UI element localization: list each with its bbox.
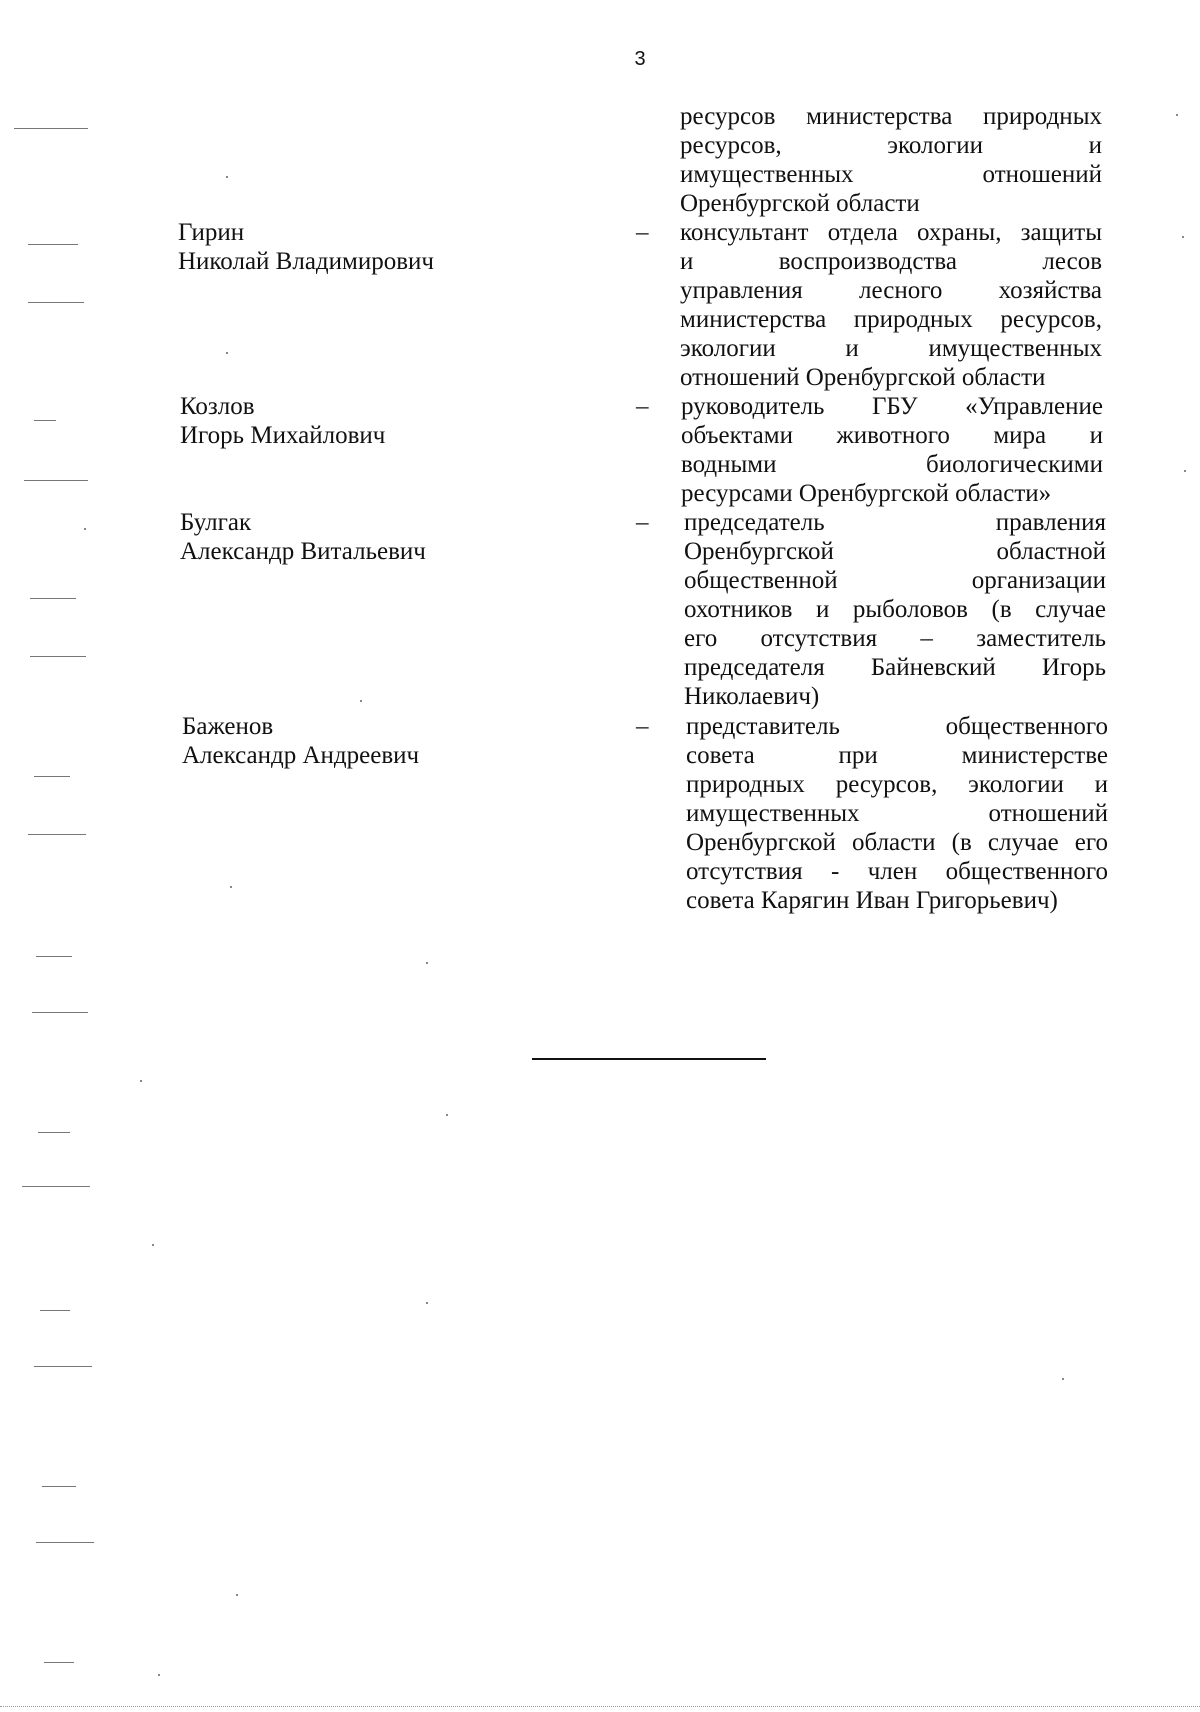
description-line: объектами животного мира и [681, 422, 1103, 449]
description-line: председатель правления [684, 509, 1106, 536]
member-surname: Баженов [182, 713, 274, 740]
description-line: ресурсов, экологии и [680, 132, 1102, 159]
description-line: и воспроизводства лесов [680, 248, 1102, 275]
scan-artifact [152, 1244, 154, 1246]
description-line: водными биологическими [681, 451, 1103, 478]
description-line: министерства природных ресурсов, [680, 306, 1102, 333]
member-position [686, 712, 1108, 915]
scan-artifact [84, 528, 86, 530]
description-line: имущественных отношений [686, 800, 1108, 827]
scan-artifact [42, 1486, 76, 1487]
scan-artifact [236, 1594, 238, 1596]
scan-artifact [30, 598, 76, 599]
description-line: управления лесного хозяйства [680, 277, 1102, 304]
scan-artifact [22, 1186, 90, 1187]
description-line: общественной организации [684, 567, 1106, 594]
description-line: Оренбургской области [680, 190, 920, 217]
scan-artifact [426, 962, 428, 964]
description-line: представитель общественного [686, 713, 1108, 740]
member-name [178, 218, 434, 276]
scan-artifact [38, 1132, 70, 1133]
scan-artifact [14, 128, 88, 129]
scan-artifact [40, 1310, 70, 1311]
scan-artifact [360, 700, 362, 702]
scan-artifact [36, 1542, 94, 1543]
scan-artifact [32, 1012, 88, 1013]
description-line: Оренбургской области (в случае его [686, 829, 1108, 856]
scan-artifact [30, 656, 86, 657]
description-line: ресурсами Оренбургской области» [681, 480, 1052, 507]
description-line: председателя Байневский Игорь [684, 654, 1106, 681]
scan-artifact [34, 776, 70, 777]
description-line: руководитель ГБУ «Управление [681, 393, 1103, 420]
scan-artifact [1176, 114, 1178, 116]
member-name [182, 712, 419, 770]
dash-separator: – [636, 393, 649, 420]
scan-artifact [28, 244, 78, 245]
scan-artifact [446, 1114, 448, 1116]
description-line: природных ресурсов, экологии и [686, 771, 1108, 798]
member-surname: Козлов [180, 393, 255, 420]
description-line: отношений Оренбургской области [680, 364, 1046, 391]
scan-artifact [36, 956, 72, 957]
description-line: охотников и рыболовов (в случае [684, 596, 1106, 623]
scan-artifact [1062, 1378, 1064, 1380]
scan-artifact [34, 1366, 92, 1367]
page-number: 3 [634, 48, 646, 70]
scan-artifact [44, 1662, 74, 1663]
description-line: совета Карягин Иван Григорьевич) [686, 887, 1058, 914]
scan-artifact [24, 480, 88, 481]
member-position [680, 218, 1102, 392]
description-line: совета при министерстве [686, 742, 1108, 769]
scan-artifact [140, 1080, 142, 1082]
scan-bottom-edge [0, 1706, 1200, 1708]
description-line: Николаевич) [684, 683, 820, 710]
member-given-name: Игорь Михайлович [180, 422, 386, 449]
scan-artifact [226, 352, 228, 354]
description-line: экологии и имущественных [680, 335, 1102, 362]
member-name [180, 392, 385, 450]
description-line: консультант отдела охраны, защиты [680, 219, 1102, 246]
description-line: ресурсов министерства природных [680, 103, 1102, 130]
member-given-name: Николай Владимирович [178, 248, 434, 275]
dash-separator: – [636, 219, 649, 246]
end-of-list-rule [532, 1058, 766, 1060]
description-line: отсутствия - член общественного [686, 858, 1108, 885]
scan-artifact [1184, 470, 1186, 472]
member-position [684, 508, 1106, 711]
scan-artifact [28, 302, 84, 303]
dash-separator: – [636, 713, 649, 740]
member-surname: Булгак [180, 509, 252, 536]
scan-artifact [230, 886, 232, 888]
scan-artifact [34, 420, 56, 421]
member-given-name: Александр Витальевич [180, 538, 426, 565]
scan-artifact [226, 176, 228, 178]
description-line: Оренбургской областной [684, 538, 1106, 565]
member-given-name: Александр Андреевич [182, 742, 420, 769]
dash-separator: – [636, 509, 649, 536]
member-name [180, 508, 426, 566]
scan-artifact [1182, 236, 1184, 238]
scan-artifact [158, 1674, 160, 1676]
scan-artifact [28, 834, 86, 835]
description-line: имущественных отношений [680, 161, 1102, 188]
continued-description [680, 102, 1102, 218]
member-position [681, 392, 1103, 508]
scan-artifact [426, 1302, 428, 1304]
member-surname: Гирин [178, 219, 245, 246]
description-line: его отсутствия – заместитель [684, 625, 1106, 652]
